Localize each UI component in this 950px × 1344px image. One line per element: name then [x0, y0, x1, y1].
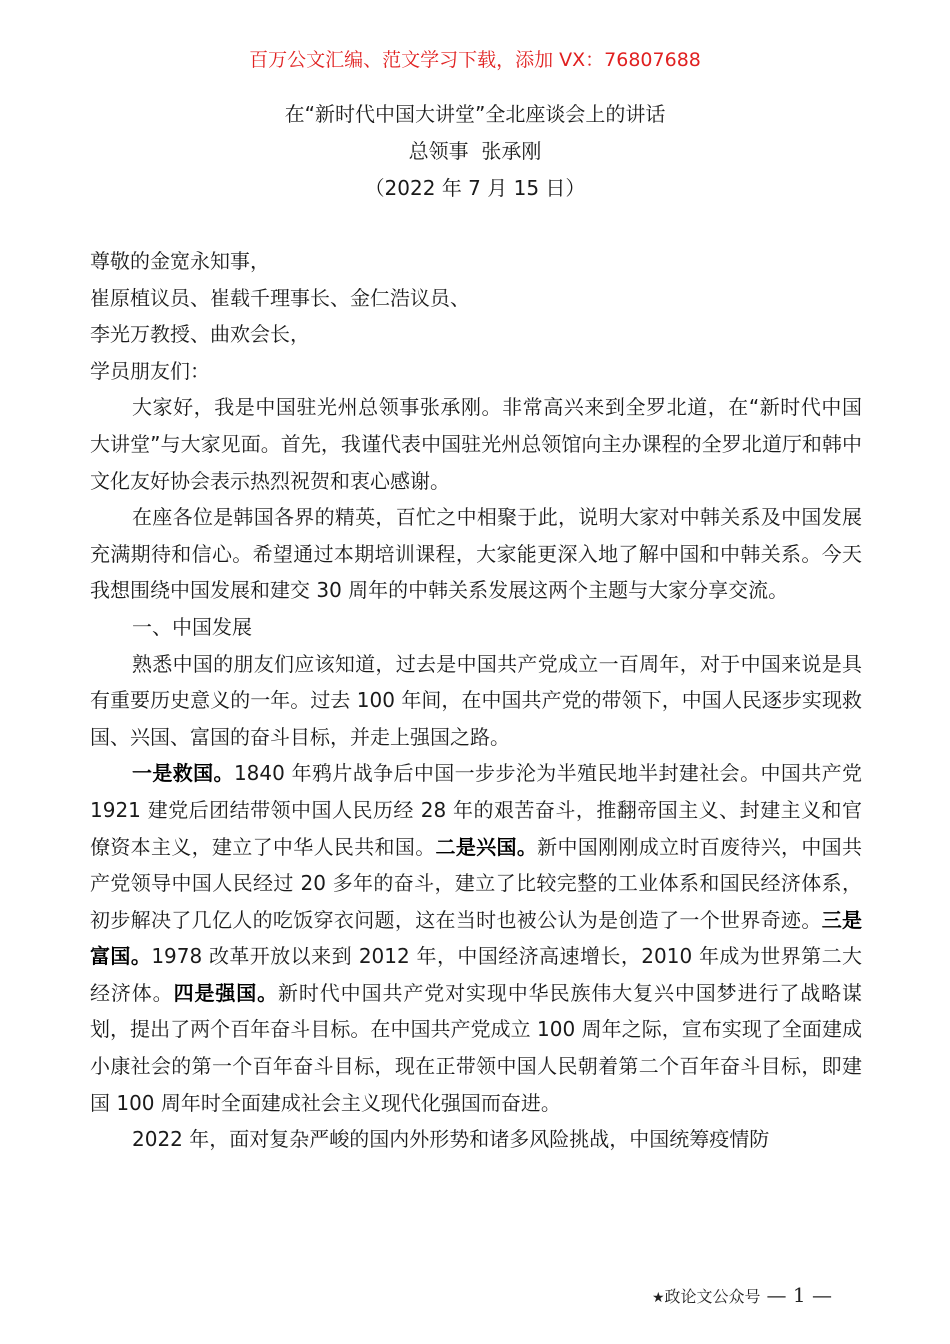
title-block — [0, 96, 950, 207]
stage-text-3: 1978 改革开放以来到 2012 年，中国经济高速增长，2010 年成为世界第二大经济体。 — [90, 944, 863, 1005]
salutation-line: 崔原植议员、崔载千理事长、金仁浩议员、 — [90, 285, 470, 310]
bold-label-4: 四是强国。 — [173, 980, 279, 1005]
paragraph-2022: 2022 年，面对复杂严峻的国内外形势和诸多风险挑战，中国统筹疫情防 — [132, 1127, 770, 1152]
page-number: — 1 — — [766, 1283, 832, 1307]
stage-text-4: 新时代中国共产党对实现中华民族伟大复兴中国梦进行了战略谋划，提出了两个百年奋斗目标。在中国共产党成立 100 周年之际，宣布实现了全面建成小康社会的第一个百年奋斗目标，现在正带领中国人民朝着第二个百年奋斗目标，即建国 100 周年时全面建成社会主义现代化强国而奋进。 — [90, 980, 863, 1115]
speech-body — [90, 243, 862, 1158]
paragraph-intro: 在座各位是韩国各界的精英，百忙之中相聚于此，说明大家对中韩关系及中国发展充满期待和信心。希望通过本期培训课程，大家能更深入地了解中国和中韩关系。今天我想围绕中国发展和建交 30 周年的中韩关系发展这两个主题与大家分享交流。 — [90, 505, 862, 603]
page-footer — [652, 1282, 832, 1311]
bold-label-3: 三是富国。 — [90, 907, 863, 969]
paragraph-four-stages — [90, 755, 862, 1121]
footer-account: 政论文公众号 — [664, 1287, 761, 1306]
speaker-line: 总领事 张承刚 — [408, 139, 542, 163]
salutation-line: 尊敬的金宽永知事， — [90, 249, 270, 273]
paragraph-greeting: 大家好，我是中国驻光州总领事张承刚。非常高兴来到全罗北道，在“新时代中国大讲堂”与大家见面。首先，我谨代表中国驻光州总领馆向主办课程的全罗北道厅和韩中文化友好协会表示热烈祝贺和衷心感谢。 — [90, 395, 862, 493]
stage-text-2: 新中国刚刚成立时百废待兴，中国共产党领导中国人民经过 20 多年的奋斗，建立了比较完整的工业体系和国民经济体系，初步解决了几亿人的吃饭穿衣问题，这在当时也被公认为是创造了一个世界奇迹。 — [90, 834, 863, 932]
salutation-line: 学员朋友们： — [90, 358, 210, 383]
watermark-ad: 百万公文汇编、范文学习下载，添加 VX：76807688 — [249, 49, 701, 71]
bold-label-1: 一是救国。 — [132, 761, 234, 786]
paragraph-history: 熟悉中国的朋友们应该知道，过去是中国共产党成立一百周年，对于中国来说是具有重要历史意义的一年。过去 100 年间，在中国共产党的带领下，中国人民逐步实现救国、兴国、富国的奋斗目标，并走上强国之路。 — [90, 651, 862, 749]
star-icon: ★ — [651, 1290, 665, 1306]
bold-label-2: 二是兴国。 — [435, 834, 538, 859]
speech-title: 在“新时代中国大讲堂”全北座谈会上的讲话 — [284, 102, 666, 126]
stage-text-1: 1840 年鸦片战争后中国一步步沦为半殖民地半封建社会。中国共产党 1921 建党后团结带领中国人民历经 28 年的艰苦奋斗，推翻帝国主义、封建主义和官僚资本主义，建立了中华人民共和国。 — [90, 761, 862, 859]
date-line: （2022 年 7 月 15 日） — [364, 176, 586, 200]
salutation-line: 李光万教授、曲欢会长， — [90, 322, 310, 347]
section-heading: 一、中国发展 — [132, 614, 252, 639]
